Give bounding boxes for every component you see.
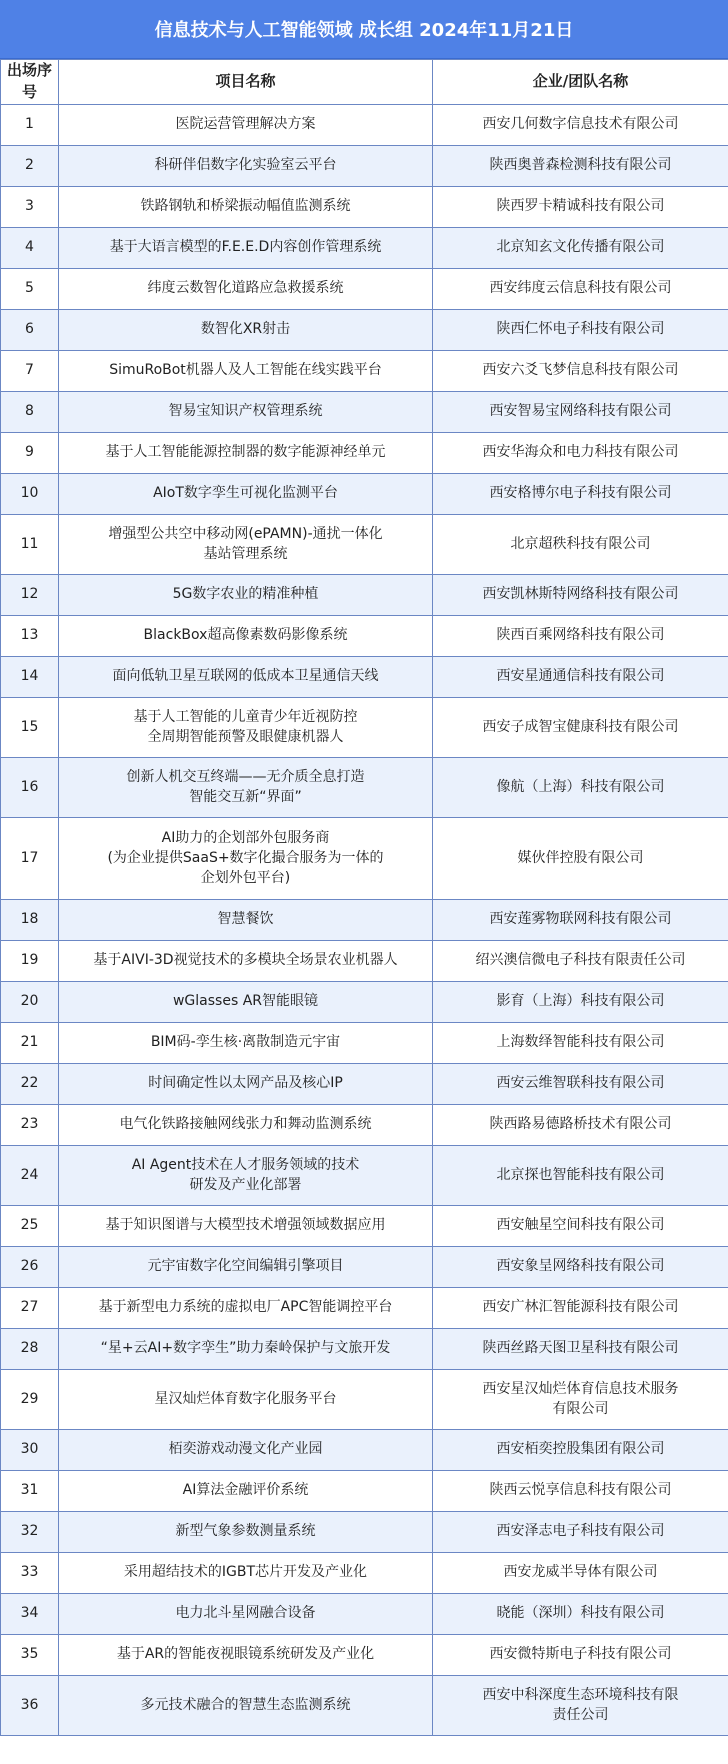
company-name-cell: 西安中科深度生态环境科技有限 责任公司 (433, 1675, 728, 1735)
project-name-cell: 铁路钢轨和桥梁振动幅值监测系统 (59, 186, 433, 227)
project-name-cell: 智易宝知识产权管理系统 (59, 391, 433, 432)
table-row (1, 1634, 728, 1675)
table-row (1, 574, 728, 615)
company-name-cell: 陕西罗卡精诚科技有限公司 (433, 186, 728, 227)
table-row (1, 1063, 728, 1104)
order-number-cell: 31 (1, 1470, 59, 1511)
order-number-cell: 1 (1, 104, 59, 145)
table-row (1, 1104, 728, 1145)
order-number-cell: 34 (1, 1593, 59, 1634)
table-row (1, 432, 728, 473)
company-name-cell: 西安纬度云信息科技有限公司 (433, 268, 728, 309)
company-name-cell: 媒伙伴控股有限公司 (433, 817, 728, 899)
company-name-cell: 北京超秩科技有限公司 (433, 514, 728, 574)
company-name-cell: 影育（上海）科技有限公司 (433, 981, 728, 1022)
header-project-name: 项目名称 (59, 60, 433, 105)
table-row (1, 391, 728, 432)
table-row (1, 1593, 728, 1634)
order-number-cell: 23 (1, 1104, 59, 1145)
company-name-cell: 西安星通通信科技有限公司 (433, 656, 728, 697)
header-company-name: 企业/团队名称 (433, 60, 728, 105)
page-title: 信息技术与人工智能领域 成长组 2024年11月21日 (0, 0, 728, 59)
project-name-cell: 5G数字农业的精准种植 (59, 574, 433, 615)
order-number-cell: 33 (1, 1552, 59, 1593)
company-name-cell: 陕西云悦享信息科技有限公司 (433, 1470, 728, 1511)
order-number-cell: 6 (1, 309, 59, 350)
table-row (1, 309, 728, 350)
project-name-cell: 数智化XR射击 (59, 309, 433, 350)
table-row (1, 1470, 728, 1511)
project-name-cell: BlackBox超高像素数码影像系统 (59, 615, 433, 656)
company-name-cell: 绍兴澳信微电子科技有限责任公司 (433, 940, 728, 981)
order-number-cell: 4 (1, 227, 59, 268)
table-row (1, 1511, 728, 1552)
table-row (1, 757, 728, 817)
project-name-cell: 电力北斗星网融合设备 (59, 1593, 433, 1634)
project-name-cell: AI助力的企划部外包服务商 (为企业提供SaaS+数字化撮合服务为一体的 企划外包平台) (59, 817, 433, 899)
project-name-cell: 新型气象参数测量系统 (59, 1511, 433, 1552)
company-name-cell: 上海数绎智能科技有限公司 (433, 1022, 728, 1063)
project-name-cell: 基于新型电力系统的虚拟电厂APC智能调控平台 (59, 1287, 433, 1328)
company-name-cell: 西安泽志电子科技有限公司 (433, 1511, 728, 1552)
table-row (1, 268, 728, 309)
table-row (1, 473, 728, 514)
project-name-cell: 面向低轨卫星互联网的低成本卫星通信天线 (59, 656, 433, 697)
company-name-cell: 陕西百乘网络科技有限公司 (433, 615, 728, 656)
company-name-cell: 西安子成智宝健康科技有限公司 (433, 697, 728, 757)
company-name-cell: 西安格博尔电子科技有限公司 (433, 473, 728, 514)
project-name-cell: 医院运营管理解决方案 (59, 104, 433, 145)
order-number-cell: 15 (1, 697, 59, 757)
project-name-cell: 基于大语言模型的F.E.E.D内容创作管理系统 (59, 227, 433, 268)
table-row (1, 350, 728, 391)
project-name-cell: AI算法金融评价系统 (59, 1470, 433, 1511)
company-name-cell: 陕西丝路天图卫星科技有限公司 (433, 1328, 728, 1369)
table-row (1, 615, 728, 656)
project-name-cell: AIoT数字孪生可视化监测平台 (59, 473, 433, 514)
table-row (1, 1145, 728, 1205)
table-row (1, 1429, 728, 1470)
table-row (1, 186, 728, 227)
company-name-cell: 西安智易宝网络科技有限公司 (433, 391, 728, 432)
order-number-cell: 2 (1, 145, 59, 186)
order-number-cell: 36 (1, 1675, 59, 1735)
table-row (1, 1369, 728, 1429)
company-name-cell: 西安华海众和电力科技有限公司 (433, 432, 728, 473)
company-name-cell: 陕西奥普森检测科技有限公司 (433, 145, 728, 186)
order-number-cell: 9 (1, 432, 59, 473)
table-row (1, 940, 728, 981)
order-number-cell: 13 (1, 615, 59, 656)
project-name-cell: 采用超结技术的IGBT芯片开发及产业化 (59, 1552, 433, 1593)
project-name-cell: 电气化铁路接触网线张力和舞动监测系统 (59, 1104, 433, 1145)
company-name-cell: 西安六爻飞梦信息科技有限公司 (433, 350, 728, 391)
company-name-cell: 陕西路易德路桥技术有限公司 (433, 1104, 728, 1145)
order-number-cell: 19 (1, 940, 59, 981)
order-number-cell: 21 (1, 1022, 59, 1063)
table-row (1, 1552, 728, 1593)
company-name-cell: 西安星汉灿烂体育信息技术服务 有限公司 (433, 1369, 728, 1429)
project-name-cell: 科研伴侣数字化实验室云平台 (59, 145, 433, 186)
table-body (1, 104, 728, 1735)
company-name-cell: 西安几何数字信息技术有限公司 (433, 104, 728, 145)
project-name-cell: “星+云AI+数字孪生”助力秦岭保护与文旅开发 (59, 1328, 433, 1369)
order-number-cell: 16 (1, 757, 59, 817)
project-name-cell: 纬度云数智化道路应急救援系统 (59, 268, 433, 309)
table-row (1, 514, 728, 574)
table-row (1, 1205, 728, 1246)
table-row (1, 1675, 728, 1735)
order-number-cell: 17 (1, 817, 59, 899)
company-name-cell: 西安栢奕控股集团有限公司 (433, 1429, 728, 1470)
order-number-cell: 30 (1, 1429, 59, 1470)
company-name-cell: 西安触星空间科技有限公司 (433, 1205, 728, 1246)
order-number-cell: 25 (1, 1205, 59, 1246)
company-name-cell: 西安龙威半导体有限公司 (433, 1552, 728, 1593)
order-number-cell: 24 (1, 1145, 59, 1205)
project-name-cell: AI Agent技术在人才服务领域的技术 研发及产业化部署 (59, 1145, 433, 1205)
table-row (1, 104, 728, 145)
project-name-cell: 智慧餐饮 (59, 899, 433, 940)
order-number-cell: 29 (1, 1369, 59, 1429)
company-name-cell: 西安微特斯电子科技有限公司 (433, 1634, 728, 1675)
project-name-cell: 元宇宙数字化空间编辑引擎项目 (59, 1246, 433, 1287)
company-name-cell: 陕西仁怀电子科技有限公司 (433, 309, 728, 350)
order-number-cell: 26 (1, 1246, 59, 1287)
project-name-cell: 多元技术融合的智慧生态监测系统 (59, 1675, 433, 1735)
company-name-cell: 北京探也智能科技有限公司 (433, 1145, 728, 1205)
order-number-cell: 5 (1, 268, 59, 309)
project-name-cell: 基于AIVI-3D视觉技术的多模块全场景农业机器人 (59, 940, 433, 981)
order-number-cell: 8 (1, 391, 59, 432)
order-number-cell: 12 (1, 574, 59, 615)
project-name-cell: 基于知识图谱与大模型技术增强领域数据应用 (59, 1205, 433, 1246)
company-name-cell: 西安广林汇智能源科技有限公司 (433, 1287, 728, 1328)
project-name-cell: SimuRoBot机器人及人工智能在线实践平台 (59, 350, 433, 391)
project-name-cell: 创新人机交互终端——无介质全息打造 智能交互新“界面” (59, 757, 433, 817)
order-number-cell: 28 (1, 1328, 59, 1369)
company-name-cell: 西安凯林斯特网络科技有限公司 (433, 574, 728, 615)
order-number-cell: 7 (1, 350, 59, 391)
order-number-cell: 10 (1, 473, 59, 514)
order-number-cell: 27 (1, 1287, 59, 1328)
table-row (1, 817, 728, 899)
schedule-table (0, 59, 728, 1736)
project-name-cell: 星汉灿烂体育数字化服务平台 (59, 1369, 433, 1429)
table-row (1, 1328, 728, 1369)
project-name-cell: wGlasses AR智能眼镜 (59, 981, 433, 1022)
project-name-cell: 时间确定性以太网产品及核心IP (59, 1063, 433, 1104)
table-row (1, 981, 728, 1022)
order-number-cell: 3 (1, 186, 59, 227)
project-name-cell: BIM码-孪生核·离散制造元宇宙 (59, 1022, 433, 1063)
order-number-cell: 22 (1, 1063, 59, 1104)
header-row (1, 60, 728, 105)
table-row (1, 1287, 728, 1328)
order-number-cell: 18 (1, 899, 59, 940)
order-number-cell: 14 (1, 656, 59, 697)
order-number-cell: 11 (1, 514, 59, 574)
table-row (1, 697, 728, 757)
order-number-cell: 35 (1, 1634, 59, 1675)
table-row (1, 145, 728, 186)
company-name-cell: 西安云维智联科技有限公司 (433, 1063, 728, 1104)
table-row (1, 656, 728, 697)
project-name-cell: 基于人工智能能源控制器的数字能源神经单元 (59, 432, 433, 473)
table-row (1, 227, 728, 268)
project-name-cell: 基于AR的智能夜视眼镜系统研发及产业化 (59, 1634, 433, 1675)
order-number-cell: 32 (1, 1511, 59, 1552)
project-name-cell: 基于人工智能的儿童青少年近视防控 全周期智能预警及眼健康机器人 (59, 697, 433, 757)
project-name-cell: 增强型公共空中移动网(ePAMN)-通扰一体化 基站管理系统 (59, 514, 433, 574)
table-row (1, 1022, 728, 1063)
header-order-number: 出场序号 (1, 60, 59, 105)
project-name-cell: 栢奕游戏动漫文化产业园 (59, 1429, 433, 1470)
company-name-cell: 晓能（深圳）科技有限公司 (433, 1593, 728, 1634)
company-name-cell: 北京知玄文化传播有限公司 (433, 227, 728, 268)
company-name-cell: 西安象呈网络科技有限公司 (433, 1246, 728, 1287)
company-name-cell: 西安莲雾物联网科技有限公司 (433, 899, 728, 940)
table-row (1, 899, 728, 940)
company-name-cell: 像航（上海）科技有限公司 (433, 757, 728, 817)
order-number-cell: 20 (1, 981, 59, 1022)
table-row (1, 1246, 728, 1287)
